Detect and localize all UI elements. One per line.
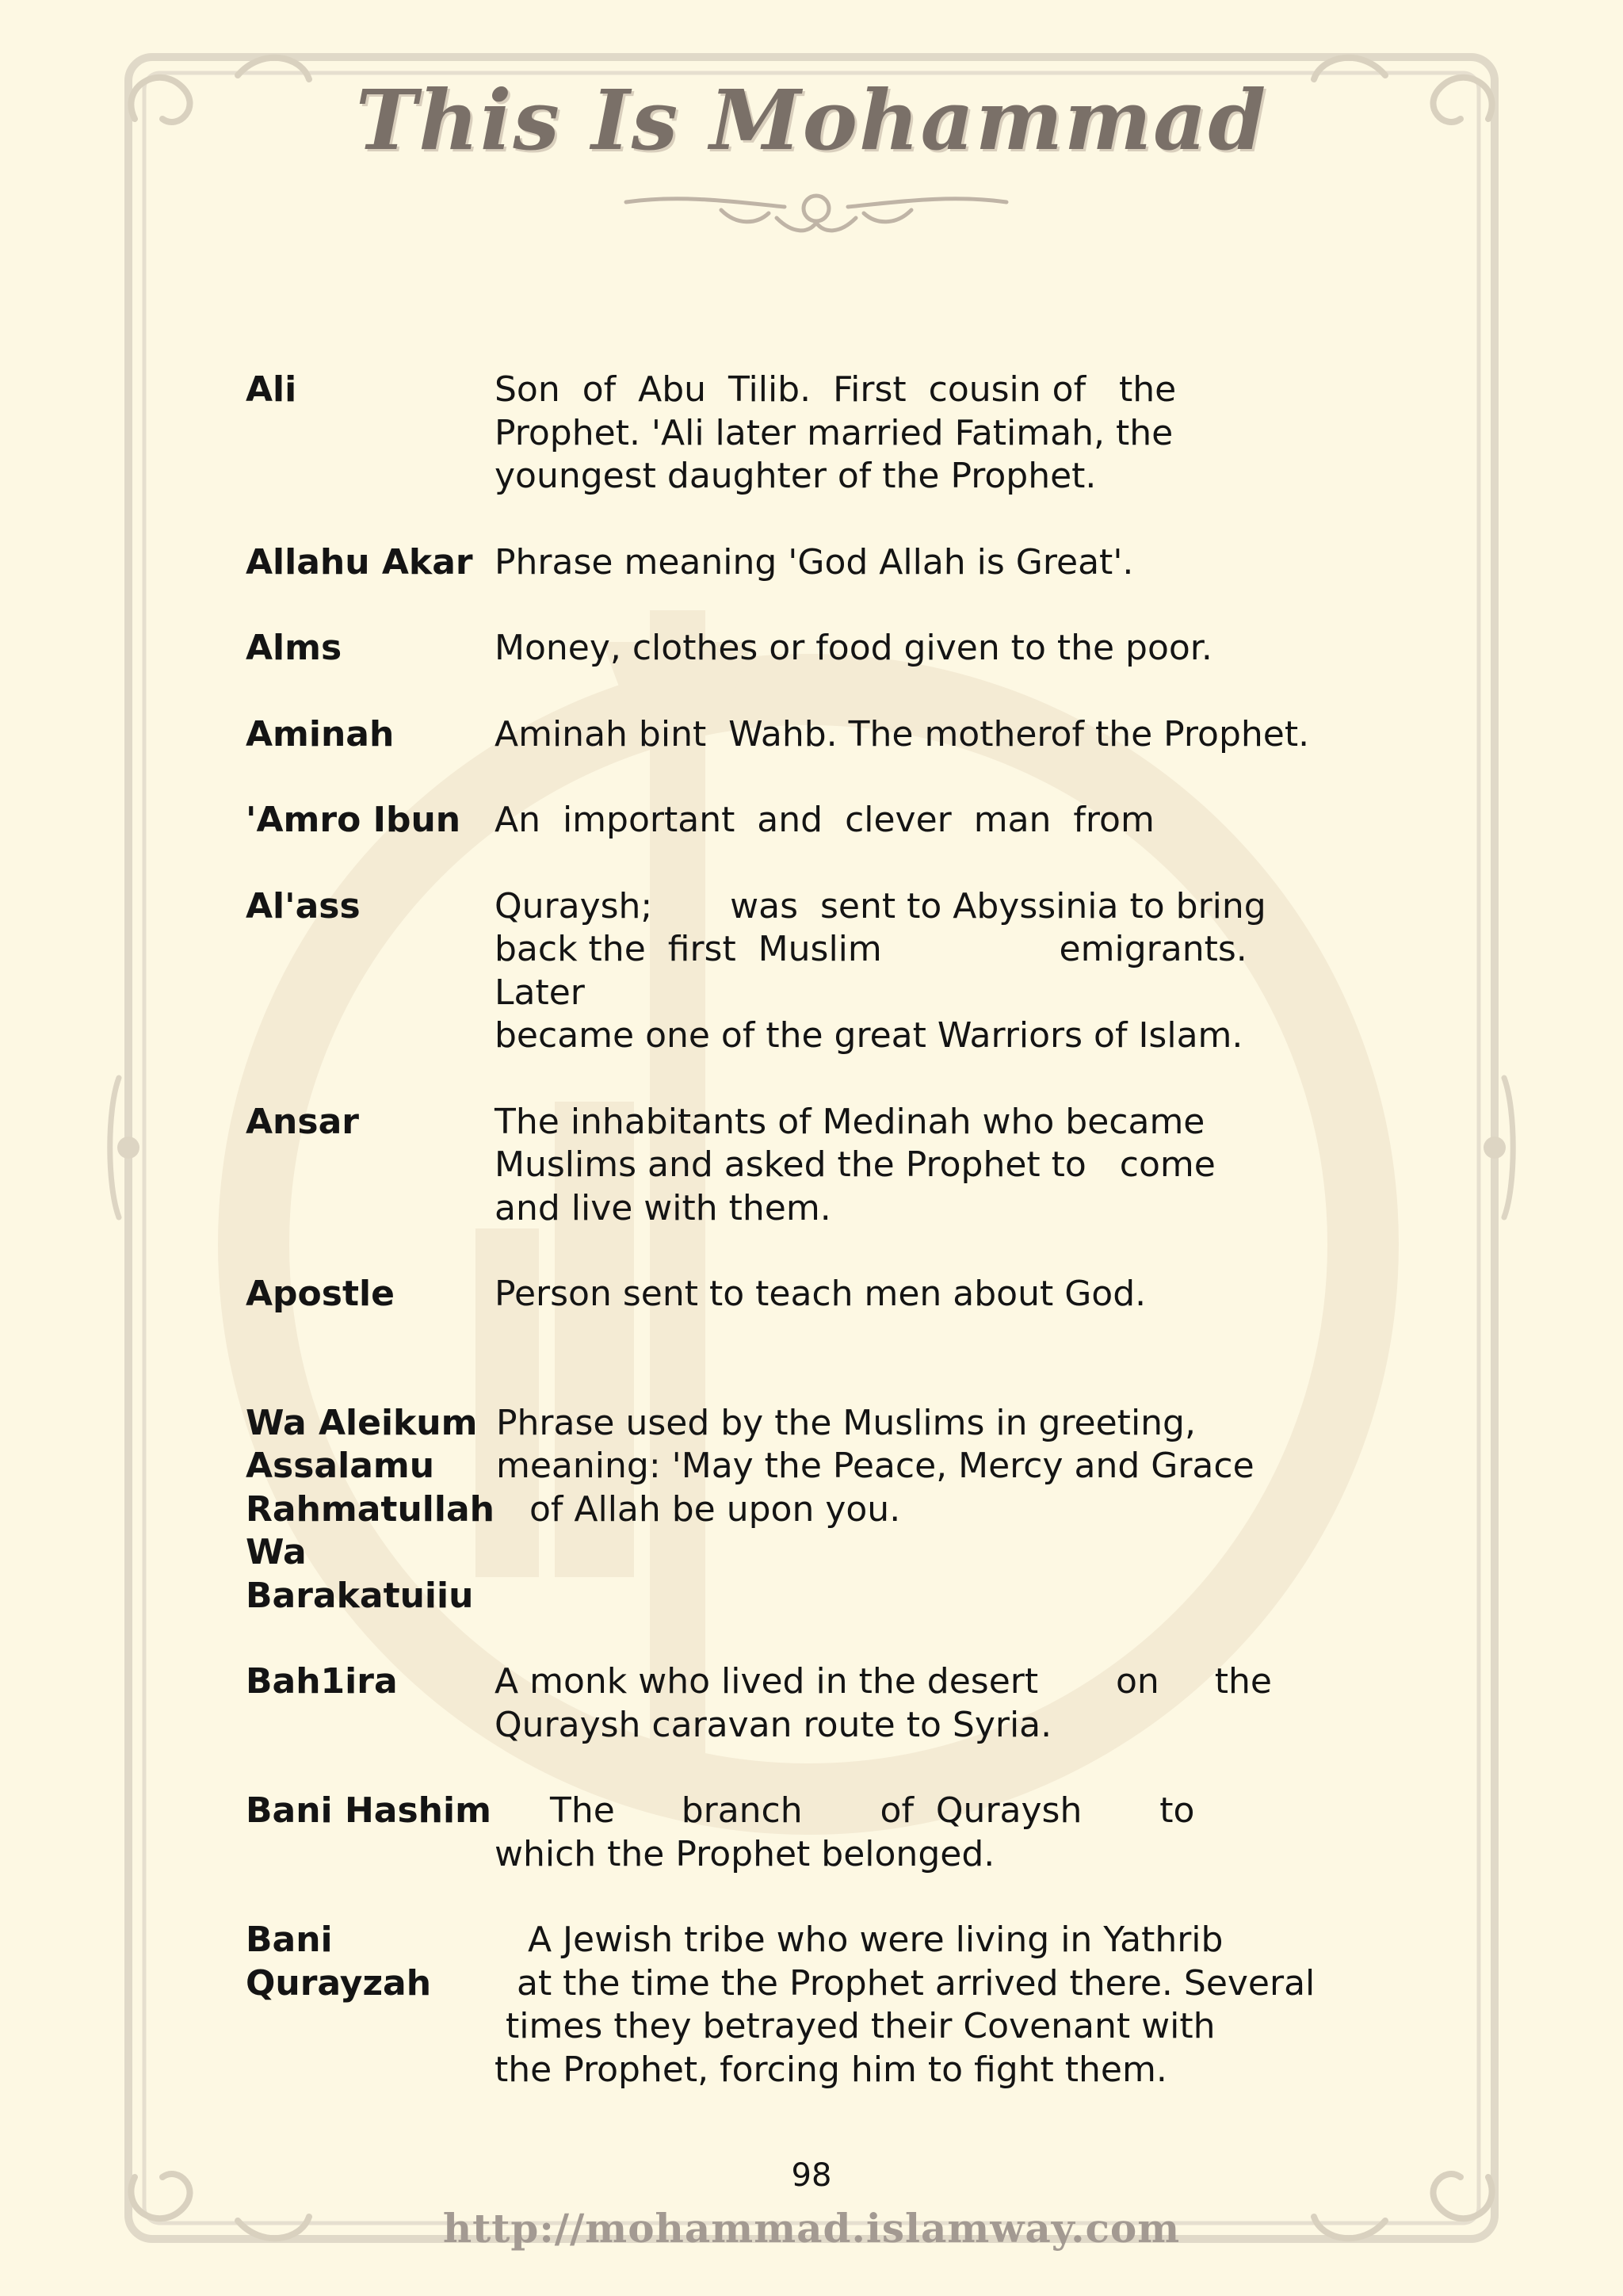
glossary-entry-ali <box>246 369 1371 499</box>
definition: Person sent to teach men about God. <box>495 1274 1147 1314</box>
definition: The inhabitants of Medinah who became Muslims and asked the Prophet to come and live with them. <box>495 1101 1216 1228</box>
term: 'Amro Ibun <box>246 800 461 840</box>
definition: A Jewish tribe who were living in Yathrib at the time the Prophet arrived there. Several times they betrayed their Covenant with the Prophet, forcing him to fight them. <box>495 1920 1316 2090</box>
page-title: This Is Mohammad <box>355 71 1268 169</box>
glossary-entry-ansar <box>246 1101 1371 1231</box>
term: Aminah <box>246 713 395 755</box>
glossary-entry-amro-ibun <box>246 799 1371 842</box>
definition: A monk who lived in the desert on the Quraysh caravan route to Syria. <box>495 1661 1272 1745</box>
definition: Son of Abu Tilib. First cousin of the Prophet. 'Ali later married Fatimah, the youngest daughter of the Prophet. <box>495 369 1177 496</box>
page-number: 98 <box>791 2157 832 2194</box>
definition: Quraysh; was sent to Abyssinia to bring back the first Muslim emigrants. Later became one of the great Warriors of Islam. <box>495 885 1266 1056</box>
definition: The branch of Quraysh to which the Prophet belonged. <box>495 1790 1195 1874</box>
glossary-list <box>246 369 1371 2092</box>
glossary-entry-apostle <box>246 1273 1371 1316</box>
glossary-entry-aminah <box>246 713 1371 757</box>
footer-url: http://mohammad.islamway.com <box>442 2205 1181 2252</box>
term: Wa Aleikum Assalamu Rahmatullah Wa Barakatuiiu <box>246 1402 495 1616</box>
term: Apostle <box>246 1274 395 1314</box>
definition: Aminah bint Wahb. The motherof the Prophet. <box>495 713 1310 755</box>
definition: Money, clothes or food given to the poor. <box>495 628 1212 668</box>
term: Al'ass <box>246 885 361 926</box>
glossary-entry-wa-aleikum <box>246 1402 1371 1618</box>
term: Ali <box>246 369 297 410</box>
term: Ansar <box>246 1101 359 1142</box>
glossary-entry-bani-hashim <box>246 1790 1371 1876</box>
term: Bani Hashim <box>246 1790 491 1831</box>
definition: Phrase meaning 'God Allah is Great'. <box>495 541 1134 583</box>
glossary-entry-al-ass <box>246 885 1371 1058</box>
definition: Phrase used by the Muslims in greeting, meaning: 'May the Peace, Mercy and Grace of Allah be upon you. <box>496 1402 1254 1530</box>
definition: An important and clever man from <box>495 800 1155 840</box>
term: Allahu Akar <box>246 541 473 583</box>
glossary-entry-allahu-akar <box>246 541 1371 585</box>
term: Bani Qurayzah <box>246 1920 432 2004</box>
term: Alms <box>246 628 342 668</box>
term: Bah1ira <box>246 1661 398 1702</box>
glossary-entry-bani-qurayzah <box>246 1919 1371 2092</box>
title-ornament <box>618 178 1014 242</box>
glossary-entry-bahira <box>246 1660 1371 1747</box>
glossary-entry-alms <box>246 627 1371 670</box>
